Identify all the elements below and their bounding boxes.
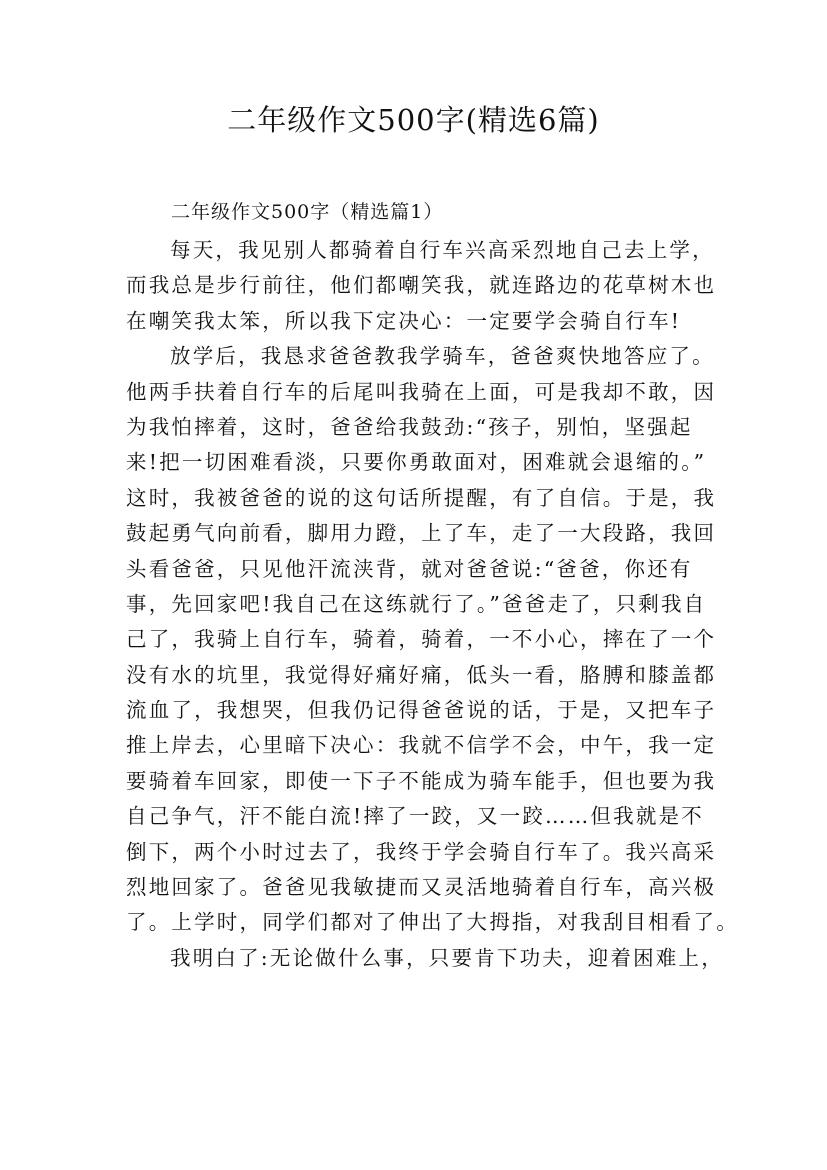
text-line: 了。上学时，同学们都对了伸出了大拇指，对我刮目相看了。 (126, 910, 739, 935)
text-line: 放学后，我恳求爸爸教我学骑车，爸爸爽快地答应了。 (170, 344, 715, 369)
document-title: 二年级作文500字(精选6篇) (227, 103, 600, 137)
text-line: 鼓起勇气向前看，脚用力蹬，上了车，走了一大段路，我回 (126, 521, 717, 546)
text-line: 他两手扶着自行车的后尾叫我骑在上面，可是我却不敢，因 (126, 379, 717, 404)
text-line: 事，先回家吧!我自己在这练就行了。”爸爸走了，只剩我自 (126, 591, 707, 616)
text-line: 倒下，两个小时过去了，我终于学会骑自行车了。我兴高采 (126, 839, 717, 864)
text-line: 在嘲笑我太笨，所以我下定决心：一定要学会骑自行车! (126, 308, 682, 333)
essay-body (126, 233, 739, 976)
section-heading: 二年级作文500字（精选篇1） (171, 201, 444, 223)
text-line: 头看爸爸，只见他汗流浃背，就对爸爸说:“爸爸，你还有 (126, 556, 693, 581)
text-line: 每天，我见别人都骑着自行车兴高采烈地自己去上学， (170, 238, 715, 262)
text-line: 要骑着车回家，即使一下子不能成为骑车能手，但也要为我 (126, 768, 717, 793)
text-line: 没有水的坑里，我觉得好痛好痛，低头一看，胳膊和膝盖都 (126, 662, 717, 687)
text-line: 来!把一切困难看淡，只要你勇敢面对，困难就会退缩的。” (126, 450, 707, 475)
text-line: 流血了，我想哭，但我仍记得爸爸说的话，于是，又把车子 (126, 698, 717, 723)
text-line: 己了，我骑上自行车，骑着，骑着，一不小心，摔在了一个 (126, 627, 717, 652)
text-line: 自己争气，汗不能白流!摔了一跤，又一跤……但我就是不 (126, 804, 704, 829)
text-line: 而我总是步行前往，他们都嘲笑我，就连路边的花草树木也 (126, 273, 717, 298)
text-line: 烈地回家了。爸爸见我敏捷而又灵活地骑着自行车，高兴极 (126, 875, 717, 900)
text-line: 推上岸去，心里暗下决心：我就不信学不会，中午，我一定 (126, 733, 717, 758)
text-line: 这时，我被爸爸的说的这句话所提醒，有了自信。于是，我 (126, 485, 717, 510)
text-line: 我明白了:无论做什么事，只要肯下功夫，迎着困难上， (170, 945, 724, 970)
text-line: 为我怕摔着，这时，爸爸给我鼓劲:“孩子，别怕，坚强起 (126, 414, 693, 439)
